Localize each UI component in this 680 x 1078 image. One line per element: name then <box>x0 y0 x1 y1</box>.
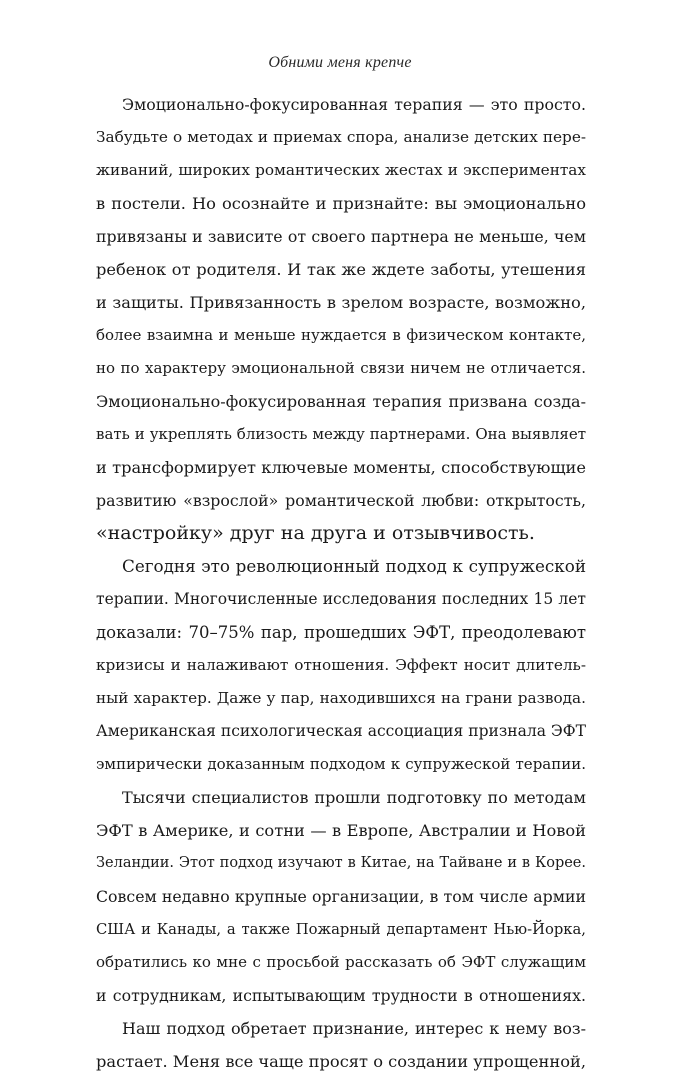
text-line: Американская психологическая ассоциация признала ЭФТ <box>96 722 586 740</box>
paragraph <box>96 550 586 781</box>
paragraph <box>96 88 586 550</box>
text-line: ЭФТ в Америке, и сотни — в Европе, Австралии и Новой <box>96 821 586 840</box>
text-line: и сотрудникам, испытывающим трудности в отношениях. <box>96 986 586 1005</box>
text-line: более взаимна и меньше нуждается в физическом контакте, <box>96 326 586 344</box>
text-line: и защиты. Привязанность в зрелом возрасте, возможно, <box>96 293 586 312</box>
text-line: Тысячи специалистов прошли подготовку по методам <box>122 788 586 807</box>
paragraph <box>96 1012 586 1078</box>
text-line: терапии. Многочисленные исследования последних 15 лет <box>96 590 586 608</box>
text-line: живаний, широких романтических жестах и экспериментах <box>96 161 586 179</box>
text-line: Сегодня это революционный подход к супружеской <box>122 556 586 576</box>
text-line: ный характер. Даже у пар, находившихся на грани развода. <box>96 689 586 707</box>
text-line: Зеландии. Этот подход изучают в Китае, на Тайване и в Корее. <box>96 855 586 871</box>
text-line: вать и укреплять близость между партнерами. Она выявляет <box>96 425 586 443</box>
text-line: эмпирически доказанным подходом к супружеской терапии. <box>96 755 586 773</box>
text-line: США и Канады, а также Пожарный департамент Нью-Йорка, <box>96 921 586 938</box>
text-line: привязаны и зависите от своего партнера не меньше, чем <box>96 227 586 246</box>
text-line: развитию «взрослой» романтической любви: открытость, <box>96 491 586 510</box>
paragraph <box>96 781 586 1012</box>
text-line: Эмоционально-фокусированная терапия призвана созда- <box>96 392 586 411</box>
text-line: Эмоционально-фокусированная терапия — это просто. <box>122 95 586 114</box>
text-line: Совсем недавно крупные организации, в том числе армии <box>96 887 586 906</box>
text-line: Забудьте о методах и приемах спора, анализе детских пере- <box>96 128 586 146</box>
text-line: и трансформирует ключевые моменты, способствующие <box>96 458 586 477</box>
text-line: ребенок от родителя. И так же ждете заботы, утешения <box>96 260 586 279</box>
text-line: Наш подход обретает признание, интерес к нему воз- <box>122 1019 586 1038</box>
text-line: растает. Меня все чаще просят о создании упрощенной, <box>96 1052 586 1071</box>
text-line: обратились ко мне с просьбой рассказать об ЭФТ служащим <box>96 953 586 971</box>
text-line: но по характеру эмоциональной связи ничем не отличается. <box>96 359 586 377</box>
text-line: в постели. Но осознайте и признайте: вы эмоционально <box>96 194 586 213</box>
text-line: «настройку» друг на друга и отзывчивость. <box>96 522 535 544</box>
running-header-title: Обними меня крепче <box>268 54 412 71</box>
text-line: доказали: 70–75% пар, прошедших ЭФТ, преодолевают <box>96 623 586 642</box>
text-line: кризисы и налаживают отношения. Эффект носит длитель- <box>96 656 586 674</box>
body-text <box>96 88 586 1078</box>
